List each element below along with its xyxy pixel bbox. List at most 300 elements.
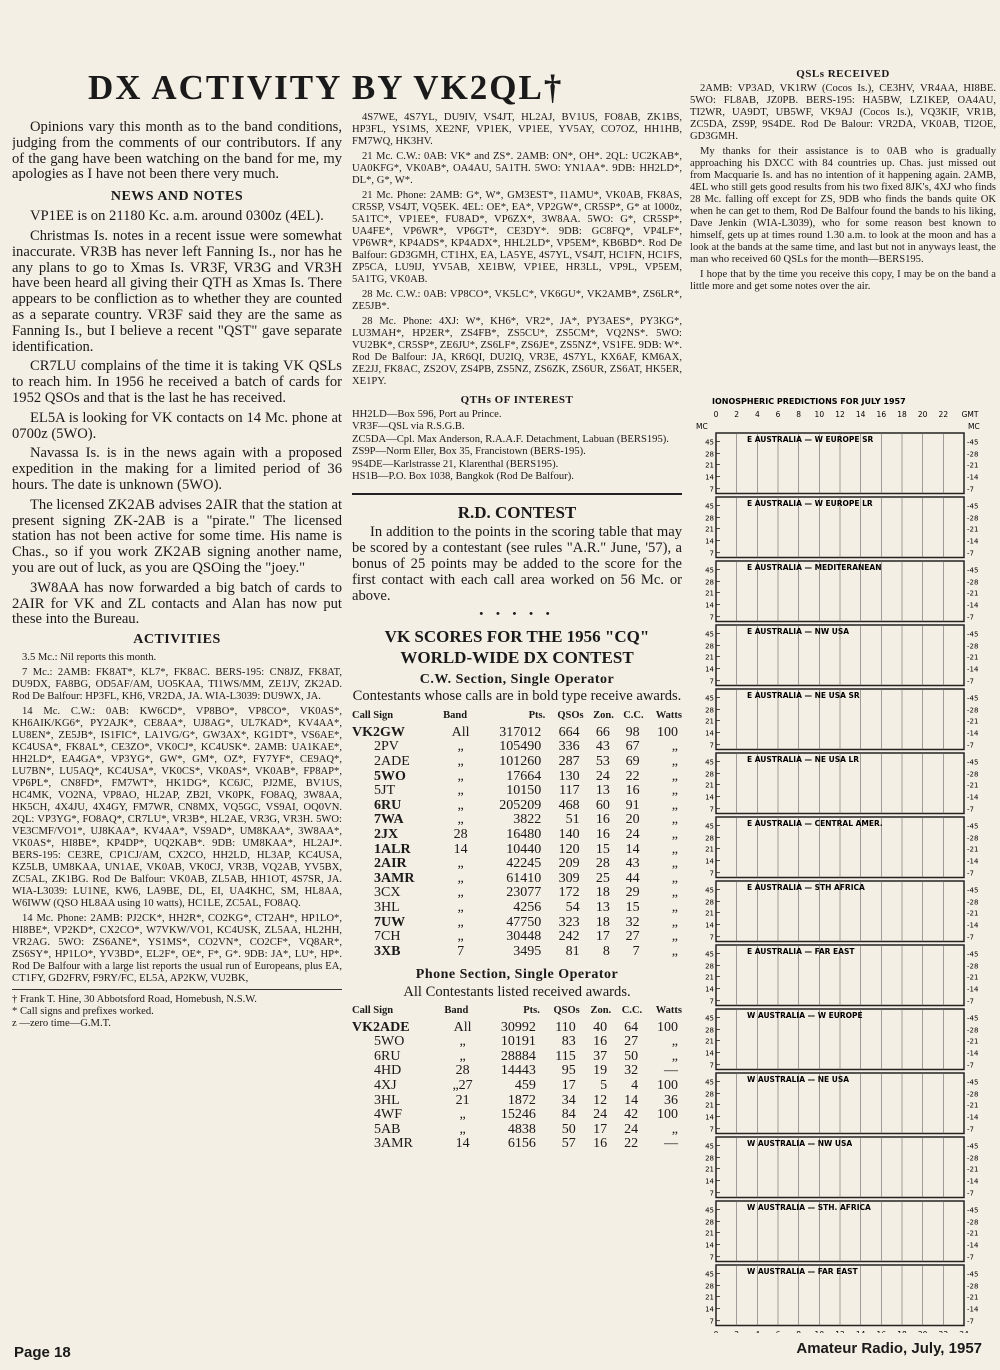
table-cell: 22 (625, 768, 640, 784)
table-cell: 16 (625, 783, 640, 799)
y-tick-label-left: 45 (705, 822, 714, 831)
news-section (12, 209, 342, 628)
x-tick-label-bottom (897, 1330, 907, 1333)
qth-entry: HH2LD—Box 596, Port au Prince. (352, 409, 502, 420)
table-cell: 16 (595, 812, 610, 828)
footnote: † Frank T. Hine, 30 Abbotsford Road, Homebush, N.S.W. (12, 994, 257, 1006)
y-tick-label-right: -7 (967, 997, 974, 1006)
y-tick-label-left: 14 (705, 793, 714, 802)
qsl-section (690, 83, 996, 293)
table-cell: 10440 (506, 841, 542, 857)
y-tick-label-left: 28 (705, 898, 714, 907)
y-tick-label-left: 21 (705, 717, 714, 726)
activity-report: 4S7WE, 4S7YL, DU9IV, VS4JT, HL2AJ, BV1US, FO8AB, ZK1BS, HP3FL, YS1MS, XE2NF, VP1EK, VP1EE, YV5AY, CO7OZ, HH1HB, FM7WQ, HK3HV. (352, 112, 682, 147)
table-cell: 24 (625, 826, 640, 842)
table-cell: 28 (595, 856, 610, 872)
table-cell: 242 (558, 929, 580, 945)
x-tick-label-bottom (815, 1330, 825, 1333)
y-tick-label-right: -14 (967, 601, 979, 610)
y-tick-label-right: -7 (967, 805, 974, 814)
phone-scores-table (352, 1004, 682, 1152)
activity-report: 7 Mc.: 2AMB: FK8AT*, KL7*, FK8AC. BERS-195: CN8JZ, FK8AT, DU9DX, FA8BG, OD5AF/AM, UO5KAA, TI1WS/MM, ZE1JV, ZK2AD. Rod De Balfour: HP3FL, KH6, VR2DA, JA. WIA-L3039: DU9WX, JA. (12, 667, 342, 703)
table-cell: „ (671, 812, 678, 828)
y-tick-label-left: 45 (705, 1014, 714, 1023)
table-cell: 91 (625, 797, 640, 813)
table-cell: 4 (631, 1078, 639, 1094)
y-tick-label-left: 45 (705, 1142, 714, 1151)
y-tick-label-left: 45 (705, 758, 714, 767)
table-row (352, 1123, 682, 1138)
table-cell: 2ADE (374, 754, 410, 769)
rd-contest-paragraph: In addition to the points in the scoring table that may be scored by a contestant (see rules "A.R." June, '57), a bonus of 25 points may be added to the score for the first contact with each call area worked on 56 Mc. or above. (352, 524, 682, 604)
table-cell: 309 (558, 870, 580, 886)
y-tick-label-right: -21 (967, 717, 979, 726)
y-tick-label-right: -21 (967, 525, 979, 534)
y-tick-label-right: -7 (967, 869, 974, 878)
table-cell: „ (459, 1107, 466, 1123)
table-cell: „ (671, 1048, 678, 1064)
y-tick-label-right: -21 (967, 1101, 979, 1110)
y-tick-label-left: 45 (705, 1206, 714, 1215)
table-cell: „ (671, 768, 678, 784)
table-cell: „ (671, 826, 678, 842)
table-cell: 3822 (513, 812, 542, 828)
y-tick-label-left: 28 (705, 514, 714, 523)
y-tick-label-right: -45 (967, 566, 979, 575)
table-cell: 22 (624, 1136, 639, 1152)
column-header: Pts. (528, 710, 546, 722)
table-cell: 14 (455, 1136, 470, 1152)
table-cell: VK2GW (352, 724, 405, 740)
table-cell: 172 (558, 885, 580, 901)
table-cell: „ (457, 914, 464, 930)
magazine-credit: Amateur Radio, July, 1957 (796, 1340, 982, 1357)
table-cell: „ (671, 943, 678, 959)
y-tick-label-left: 28 (705, 1154, 714, 1163)
table-cell: 336 (558, 739, 580, 755)
table-cell: 459 (514, 1078, 536, 1094)
qsl-paragraph: 2AMB: VP3AD, VK1RW (Cocos Is.), CE3HV, VR4AA, HI8BE. 5WO: FL8AB, JZ0PB. BERS-195: HA5BW, LZ1KEP, OA4AU, TI2WR, UA9DT, UB5WF, VK9AJ (Cocos Is.), VQ3KIF, VR1B, ZC5DA, ZS9P, 9S4DE. Rod De Balour: VR2DA, VK0AB, TI2OE, GD3GMH. (690, 83, 996, 142)
y-tick-label-left: 28 (705, 642, 714, 651)
table-cell: 14 (624, 1092, 639, 1108)
table-cell: 43 (595, 739, 610, 755)
table-cell: 53 (595, 754, 610, 769)
qth-heading: QTHs OF INTEREST (460, 394, 574, 406)
y-tick-label-left: 7 (709, 741, 714, 750)
table-cell: 317012 (499, 724, 542, 740)
table-cell: „ (457, 899, 464, 915)
y-tick-label-left: 45 (705, 694, 714, 703)
cw-scores-table (352, 709, 682, 959)
table-cell: 8 (602, 943, 610, 959)
table-cell: „ (671, 783, 678, 799)
y-tick-label-right: -45 (967, 1142, 979, 1151)
table-cell: 64 (624, 1019, 639, 1035)
y-tick-label-right: -45 (967, 758, 979, 767)
panel-title: W AUSTRALIA — NW USA (747, 1139, 853, 1148)
y-tick-label-left: 14 (705, 537, 714, 546)
y-tick-label-left: 28 (705, 1026, 714, 1035)
y-tick-label-left: 28 (705, 962, 714, 971)
table-cell: 3CX (374, 885, 401, 901)
column-2 (352, 112, 682, 1342)
table-cell: 67 (625, 739, 640, 755)
y-tick-label-left: 14 (705, 1049, 714, 1058)
y-tick-label-left: 14 (705, 1177, 714, 1186)
y-tick-label-right: -7 (967, 741, 974, 750)
table-cell: 120 (558, 841, 580, 857)
x-tick-label-bottom (959, 1330, 969, 1333)
table-cell: 14 (625, 841, 640, 857)
table-cell: 5WO (374, 768, 406, 784)
table-cell: 27 (625, 929, 640, 945)
x-tick-label-bottom (856, 1330, 866, 1333)
table-cell: 24 (595, 768, 610, 784)
phone-note: All Contestants listed received awards. (403, 984, 631, 1001)
activity-report: 14 Mc. Phone: 2AMB: PJ2CK*, HH2R*, CO2KG*, CT2AH*, HP1LO*, HI8BE*, VP2KD*, CX2CO*, W7VKW/VO1, KC4USK, ZL5AA, HL2HH, VR2AG. 5WO: ZS6ANE*, YS1MS*, CO2VN*, CO2CF*, VQ8AR*, ZS6SY*, HP1LO*, YV3BD*, EL2F*, OE*, F*, G*. 9DB: JA*, LU*, HP*. Rod De Balfour with a large list reports the usual run of Europeans, plus EA, CT1FY, GD2FRV, F9RY/FC, EL5A, AP2KW, VU2BK, (12, 913, 342, 985)
y-tick-label-right: -45 (967, 694, 979, 703)
y-tick-label-left: 14 (705, 1305, 714, 1314)
column-header: Call Sign (352, 1005, 394, 1017)
table-cell: 28884 (500, 1048, 536, 1064)
table-cell: „ (671, 1034, 678, 1050)
table-row (352, 1079, 682, 1094)
table-cell: „ (457, 812, 464, 828)
table-cell: 7 (632, 943, 640, 959)
y-tick-label-right: -21 (967, 781, 979, 790)
table-cell: 29 (625, 885, 640, 901)
y-tick-label-right: -7 (967, 549, 974, 558)
y-tick-label-left: 21 (705, 973, 714, 982)
column-1 (12, 120, 342, 1340)
table-cell: 37 (593, 1048, 608, 1064)
table-cell: 3HL (374, 1092, 400, 1108)
y-tick-label-left: 45 (705, 438, 714, 447)
table-cell: „ (457, 929, 464, 945)
y-tick-label-left: 7 (709, 1317, 714, 1326)
y-tick-label-left: 45 (705, 502, 714, 511)
y-unit-label-left: MC (696, 422, 708, 431)
y-tick-label-left: 28 (705, 1282, 714, 1291)
table-cell: 40 (593, 1019, 608, 1035)
table-cell: 27 (624, 1034, 639, 1050)
news-item: Christmas Is. notes in a recent issue were somewhat inaccurate. VR3B has never left Fanning Is., nor has he any plans to go to Xmas Is. VR3F, VR3G and VR3H have been heard all giving their QTH as Xmas Is. There appears to be confliction as to whether they are counted as a separate country. VR3F said they are the same as Fanning Is., but I believe a recent "QST" gave separate identification. (12, 227, 342, 355)
table-cell: 7WA (374, 812, 404, 828)
table-cell: „ (457, 885, 464, 901)
y-tick-label-right: -28 (967, 1026, 979, 1035)
table-cell: 5WO (374, 1034, 405, 1050)
x-tick-label-bottom (776, 1330, 781, 1333)
table-cell: 51 (565, 812, 580, 828)
y-tick-label-left: 7 (709, 485, 714, 494)
table-cell: 44 (625, 870, 640, 886)
qsl-heading: QSLs RECEIVED (796, 68, 890, 80)
activity-report: 3.5 Mc.: Nil reports this month. (22, 652, 157, 664)
table-cell: 3495 (513, 943, 542, 959)
table-cell: 98 (625, 724, 640, 740)
table-cell: 15246 (500, 1107, 536, 1123)
panel-title: W AUSTRALIA — FAR EAST (747, 1267, 858, 1276)
x-tick-label-bottom (918, 1330, 928, 1333)
table-cell: 50 (624, 1048, 639, 1064)
table-cell: 19 (593, 1063, 608, 1079)
table-cell: 47750 (506, 914, 542, 930)
y-tick-label-right: -14 (967, 1177, 979, 1186)
news-item: The licensed ZK2AB advises 2AIR that the station at present signing ZK-2AB is a "pirate." The licensed station has not been active for some time. His name is Chas., so if you work ZK2AB signing another name, you are out of luck, as you are QSOing the "joey." (12, 496, 342, 576)
column-3 (690, 68, 996, 388)
y-tick-label-left: 14 (705, 665, 714, 674)
y-tick-label-right: -45 (967, 438, 979, 447)
table-cell: „ (459, 1048, 466, 1064)
x-tick-label-top: 12 (835, 410, 845, 419)
x-tick-label-top: 10 (814, 410, 825, 419)
column-header: Watts (655, 710, 682, 722)
table-row (352, 945, 682, 960)
y-tick-label-right: -28 (967, 1154, 979, 1163)
table-cell: 21 (455, 1092, 470, 1108)
y-tick-label-right: -14 (967, 473, 979, 482)
y-tick-label-right: -14 (967, 537, 979, 546)
y-tick-label-right: -28 (967, 578, 979, 587)
x-tick-label-top: 14 (855, 410, 866, 419)
table-row (352, 828, 682, 843)
qth-entry: 9S4DE—Karlstrasse 21, Klarenthal (BERS195). (352, 458, 559, 470)
y-tick-label-right: -45 (967, 630, 979, 639)
table-row (352, 930, 682, 945)
table-cell: 30448 (506, 929, 542, 945)
table-cell: 209 (558, 856, 580, 872)
y-tick-label-left: 45 (705, 1270, 714, 1279)
x-tick-label-bottom (714, 1330, 719, 1333)
y-tick-label-left: 28 (705, 770, 714, 779)
y-tick-label-left: 14 (705, 473, 714, 482)
table-cell: „ (671, 739, 678, 755)
panel-title: E AUSTRALIA — MEDITERANEAN (747, 563, 882, 572)
y-tick-label-left: 45 (705, 886, 714, 895)
y-tick-label-right: -14 (967, 1305, 979, 1314)
divider (352, 493, 682, 495)
news-heading: NEWS AND NOTES (110, 189, 244, 205)
vk-scores-heading: VK SCORES FOR THE 1956 "CQ" WORLD-WIDE DX CONTEST (384, 627, 650, 668)
news-item: CR7LU complains of the time it is taking VK QSLs to reach him. In 1956 he received a batch of cards for 1952 QSOs and that is the last he has received. (12, 358, 342, 406)
y-tick-label-left: 21 (705, 1037, 714, 1046)
table-cell: 15 (625, 899, 640, 915)
table-cell: 7 (457, 943, 465, 959)
table-cell: 24 (624, 1121, 639, 1137)
table-cell: „ (671, 841, 678, 857)
article-title: DX ACTIVITY BY VK2QL† (88, 68, 564, 107)
table-row (352, 857, 682, 872)
column-header: Band (443, 710, 468, 722)
y-tick-label-right: -7 (967, 1253, 974, 1262)
y-tick-label-right: -28 (967, 1282, 979, 1291)
y-tick-label-left: 14 (705, 601, 714, 610)
y-tick-label-left: 7 (709, 677, 714, 686)
table-cell: 110 (555, 1019, 576, 1035)
table-cell: — (664, 1136, 678, 1152)
intro-paragraph: Opinions vary this month as to the band conditions, judging from the comments of our contributors. If any of the gang have been watching on the band for me, my apologies as I have not been there very much. (12, 120, 342, 183)
table-cell: 60 (595, 797, 610, 813)
y-tick-label-left: 7 (709, 1125, 714, 1134)
table-cell: 24 (593, 1107, 608, 1123)
table-cell: 14443 (500, 1063, 536, 1079)
y-tick-label-right: -21 (967, 1293, 979, 1302)
y-tick-label-right: -21 (967, 653, 979, 662)
x-tick-label-top: 8 (796, 410, 802, 419)
y-tick-label-right: -14 (967, 1049, 979, 1058)
table-row (352, 755, 682, 770)
y-tick-label-left: 21 (705, 1165, 714, 1174)
y-unit-label-right: MC (968, 422, 980, 431)
y-tick-label-right: -7 (967, 613, 974, 622)
chart-title: IONOSPHERIC PREDICTIONS FOR JULY 1957 (712, 397, 906, 406)
table-cell: 16 (593, 1034, 608, 1050)
table-cell: 4HD (374, 1063, 402, 1079)
table-cell: 66 (595, 724, 610, 740)
table-cell: „ (671, 1121, 678, 1137)
table-cell: 323 (558, 914, 580, 930)
y-tick-label-left: 45 (705, 1078, 714, 1087)
table-row (352, 1064, 682, 1079)
y-tick-label-right: -7 (967, 1189, 974, 1198)
table-cell: „ (671, 797, 678, 813)
table-cell: 32 (624, 1063, 639, 1079)
y-tick-label-right: -28 (967, 514, 979, 523)
news-item: EL5A is looking for VK contacts on 14 Mc. phone at 0700z (5WO). (12, 409, 342, 442)
table-cell: 140 (558, 826, 580, 842)
table-cell: 17 (593, 1121, 608, 1137)
y-tick-label-left: 14 (705, 857, 714, 866)
activities-column-2 (352, 112, 682, 388)
table-cell: 10191 (500, 1034, 536, 1050)
y-tick-label-left: 45 (705, 566, 714, 575)
table-cell: 6RU (374, 1048, 401, 1064)
table-cell: 18 (595, 885, 610, 901)
table-row (352, 872, 682, 887)
y-tick-label-left: 7 (709, 613, 714, 622)
ionospheric-predictions-chart (692, 393, 998, 1333)
table-cell: 17664 (506, 768, 542, 784)
column-header: QSOs (553, 1005, 580, 1017)
table-cell: 4XJ (374, 1078, 397, 1094)
table-row (352, 1035, 682, 1050)
table-cell: „ (671, 856, 678, 872)
table-cell: 25 (595, 870, 610, 886)
y-tick-label-right: -7 (967, 1317, 974, 1326)
y-tick-label-left: 14 (705, 921, 714, 930)
y-tick-label-left: 28 (705, 1218, 714, 1227)
y-tick-label-left: 21 (705, 461, 714, 470)
y-tick-label-right: -21 (967, 909, 979, 918)
y-tick-label-left: 21 (705, 525, 714, 534)
table-cell: 4838 (507, 1121, 536, 1137)
footnote: * Call signs and prefixes worked. (12, 1006, 154, 1018)
table-cell: 61410 (506, 870, 542, 886)
y-tick-label-right: -7 (967, 933, 974, 942)
panel-title: E AUSTRALIA — STH AFRICA (747, 883, 865, 892)
y-tick-label-right: -21 (967, 845, 979, 854)
table-cell: 105490 (499, 739, 542, 755)
y-tick-label-right: -14 (967, 857, 979, 866)
x-tick-label-top: 2 (734, 410, 740, 419)
table-row (352, 886, 682, 901)
table-cell: „ (457, 783, 464, 799)
table-row (352, 1137, 682, 1152)
table-cell: 100 (657, 1107, 678, 1123)
x-tick-label-bottom (755, 1330, 760, 1333)
table-cell: 2JX (374, 826, 399, 842)
y-tick-label-right: -45 (967, 822, 979, 831)
y-tick-label-left: 14 (705, 985, 714, 994)
table-cell: 1872 (507, 1092, 536, 1108)
y-tick-label-right: -45 (967, 950, 979, 959)
table-row (352, 726, 682, 741)
table-cell: 6RU (374, 797, 402, 813)
table-cell: 10150 (506, 783, 542, 799)
table-cell: 17 (561, 1078, 576, 1094)
y-tick-label-right: -45 (967, 1014, 979, 1023)
page-number: Page 18 (14, 1344, 71, 1361)
y-tick-label-right: -14 (967, 665, 979, 674)
y-tick-label-right: -21 (967, 461, 979, 470)
table-cell: „ (457, 797, 464, 813)
y-tick-label-left: 45 (705, 630, 714, 639)
table-cell: „ (671, 914, 678, 930)
table-cell: VK2ADE (352, 1019, 410, 1035)
table-cell: „ (457, 870, 464, 886)
table-cell: 23077 (506, 885, 542, 901)
y-tick-label-left: 21 (705, 1293, 714, 1302)
y-tick-label-right: -21 (967, 973, 979, 982)
intro (12, 120, 342, 183)
activity-report: 28 Mc. C.W.: 0AB: VP8CO*, VK5LC*, VK6GU*, VK2AMB*, ZS6LR*, ZE5JB*. (352, 289, 682, 312)
table-cell: „ (457, 754, 464, 769)
panel-title: W AUSTRALIA — STH. AFRICA (747, 1203, 871, 1212)
y-tick-label-right: -28 (967, 770, 979, 779)
column-header: QSOs (557, 710, 584, 722)
table-cell: „ (459, 1121, 466, 1137)
x-tick-label-top: 16 (876, 410, 887, 419)
table-cell: 5AB (374, 1121, 401, 1137)
panel-title: W AUSTRALIA — W EUROPE (747, 1011, 863, 1020)
table-cell: 36 (664, 1092, 678, 1108)
table-cell: 468 (558, 797, 580, 813)
table-cell: 3HL (374, 899, 400, 915)
activities-column-1 (12, 652, 342, 985)
x-tick-label-top: 0 (713, 410, 719, 419)
table-cell: 4WF (374, 1107, 402, 1123)
y-tick-label-left: 28 (705, 450, 714, 459)
table-cell: 42 (624, 1107, 639, 1123)
panel-title: E AUSTRALIA — CENTRAL AMER. (747, 819, 883, 828)
table-cell: 43 (625, 856, 640, 872)
table-cell: „ (457, 739, 464, 755)
panel-title: E AUSTRALIA — NW USA (747, 627, 850, 636)
y-tick-label-left: 28 (705, 578, 714, 587)
x-tick-label-bottom (734, 1330, 739, 1333)
news-item: VP1EE is on 21180 Kc. a.m. around 0300z (4EL). (30, 208, 324, 225)
y-tick-label-right: -21 (967, 589, 979, 598)
table-cell: 28 (453, 826, 468, 842)
y-tick-label-right: -7 (967, 1061, 974, 1070)
y-tick-label-right: -28 (967, 706, 979, 715)
y-tick-label-left: 21 (705, 589, 714, 598)
y-tick-label-right: -21 (967, 1037, 979, 1046)
panel-title: E AUSTRALIA — NE USA SR (747, 691, 860, 700)
table-cell: 7UW (374, 914, 406, 930)
table-row (352, 740, 682, 755)
table-cell: 13 (595, 899, 610, 915)
